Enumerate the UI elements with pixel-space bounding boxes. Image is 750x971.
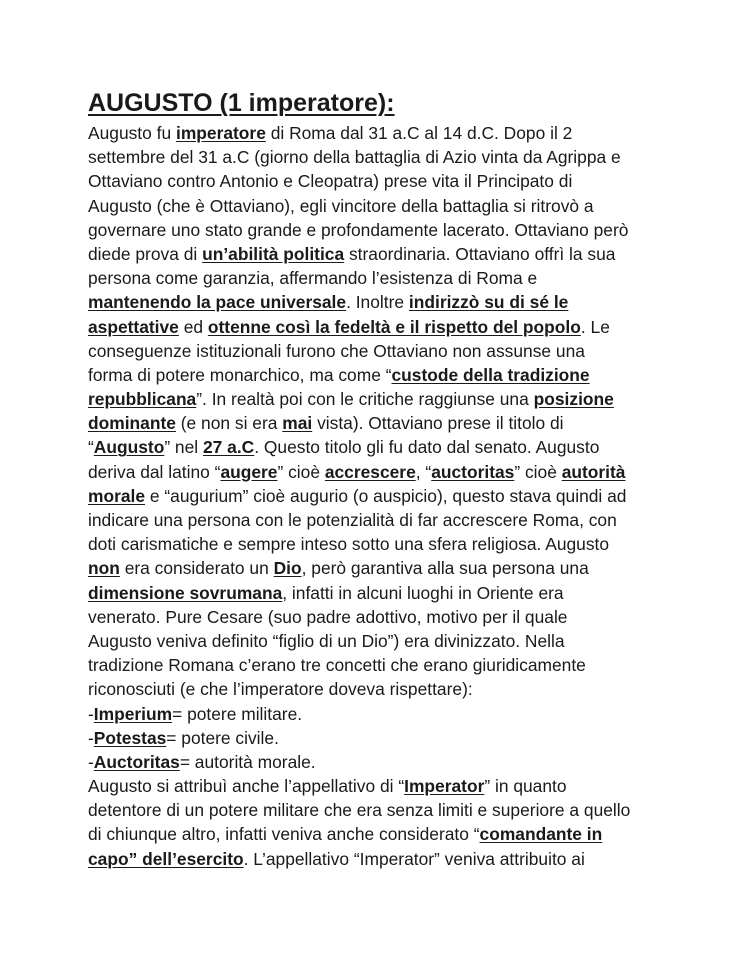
- text-run: Augusto (che è Ottaviano), egli vincitore della battaglia si ritrovò a: [88, 195, 594, 216]
- text-run: Augusto veniva definito “figlio di un Dio”) era divinizzato. Nella: [88, 630, 565, 651]
- text-run: -: [88, 703, 94, 724]
- text-run: forma di potere monarchico, ma come “: [88, 364, 392, 385]
- keyword-highlight: indirizzò su di sé le: [408, 292, 569, 313]
- text-line: [88, 798, 698, 822]
- keyword-highlight: dimensione sovrumana: [88, 582, 283, 603]
- text-run: ” cioè: [277, 461, 325, 482]
- text-line: [88, 339, 698, 363]
- text-line: [88, 774, 698, 798]
- text-line: [88, 145, 698, 169]
- text-run: “: [88, 437, 94, 458]
- text-run: conseguenze istituzionali furono che Ottaviano non assunse una: [88, 340, 585, 361]
- text-run: -: [88, 727, 94, 748]
- text-run: settembre del 31 a.C (giorno della battaglia di Azio vinta da Agrippa e: [88, 147, 621, 168]
- text-run: era considerato un: [119, 558, 274, 579]
- text-run: Augusto si attribuì anche l’appellativo di “: [88, 776, 405, 797]
- text-line: [88, 653, 698, 677]
- text-run: -: [88, 751, 94, 772]
- keyword-highlight: Auctoritas: [93, 751, 180, 772]
- keyword-highlight: Imperator: [404, 776, 485, 797]
- keyword-highlight: augere: [220, 461, 278, 482]
- text-line: [88, 677, 698, 701]
- keyword-highlight: imperatore: [175, 123, 266, 143]
- text-line: [88, 435, 698, 459]
- text-line: [88, 363, 698, 387]
- text-run: di Roma dal 31 a.C al 14 d.C. Dopo il 2: [265, 123, 573, 143]
- text-line: [88, 266, 698, 290]
- text-line: [88, 290, 698, 314]
- keyword-highlight: morale: [88, 485, 146, 506]
- keyword-highlight: 27 a.C: [202, 437, 255, 458]
- text-line: [88, 121, 698, 145]
- keyword-highlight: dominante: [88, 413, 176, 434]
- keyword-highlight: posizione: [533, 389, 614, 410]
- text-run: tradizione Romana c’erano tre concetti che erano giuridicamente: [88, 655, 586, 676]
- text-run: . Questo titolo gli fu dato dal senato. Augusto: [254, 437, 600, 458]
- text-run: = autorità morale.: [179, 751, 316, 772]
- text-run: ”. In realtà poi con le critiche raggiunse una: [196, 389, 534, 410]
- text-run: ed: [178, 316, 208, 337]
- text-run: diede prova di: [88, 243, 203, 264]
- text-run: deriva dal latino “: [88, 461, 221, 482]
- text-run: (e non si era: [175, 413, 283, 434]
- text-run: e “augurium” cioè augurio (o auspicio), questo stava quindi ad: [145, 485, 627, 506]
- keyword-highlight: accrescere: [324, 461, 416, 482]
- text-run: detentore di un potere militare che era senza limiti e superiore a quello: [88, 800, 631, 821]
- keyword-highlight: autorità: [561, 461, 626, 482]
- keyword-highlight: mai: [282, 413, 313, 434]
- text-run: . L’appellativo “Imperator” veniva attribuito ai: [243, 848, 585, 869]
- text-run: ” cioè: [514, 461, 562, 482]
- text-line: [88, 387, 698, 411]
- text-run: , però garantiva alla sua persona una: [301, 558, 589, 579]
- text-run: venerato. Pure Cesare (suo padre adottivo, motivo per il quale: [88, 606, 568, 627]
- keyword-highlight: aspettative: [88, 316, 179, 337]
- keyword-highlight: Dio: [273, 558, 302, 579]
- text-line: [88, 169, 698, 193]
- text-run: indicare una persona con le potenzialità di far accrescere Roma, con: [88, 510, 617, 530]
- text-run: riconosciuti (e che l’imperatore doveva rispettare):: [88, 679, 473, 700]
- text-line: [88, 194, 698, 218]
- keyword-highlight: ottenne così la fedeltà e il rispetto del popolo: [207, 316, 581, 337]
- keyword-highlight: Potestas: [93, 727, 167, 748]
- text-line: [88, 242, 698, 266]
- text-line: [88, 847, 698, 871]
- text-run: Ottaviano contro Antonio e Cleopatra) prese vita il Principato di: [88, 171, 573, 192]
- keyword-highlight: un’abilità politica: [202, 243, 345, 264]
- keyword-highlight: custode della tradizione: [391, 364, 590, 385]
- text-line: [88, 750, 698, 774]
- text-line: [88, 726, 698, 750]
- text-run: . Le: [580, 316, 610, 337]
- text-line: [88, 702, 698, 726]
- text-run: straordinaria. Ottaviano offrì la sua: [344, 243, 616, 264]
- text-run: vista). Ottaviano prese il titolo di: [312, 413, 564, 434]
- keyword-highlight: non: [88, 558, 120, 579]
- keyword-highlight: Imperium: [93, 703, 173, 724]
- keyword-highlight: Augusto: [93, 437, 165, 458]
- text-run: ” nel: [164, 437, 203, 458]
- text-run: ” in quanto: [484, 776, 567, 797]
- text-line: [88, 581, 698, 605]
- text-line: [88, 411, 698, 435]
- page-title: AUGUSTO (1 imperatore):: [88, 89, 395, 117]
- text-run: = potere militare.: [172, 703, 303, 724]
- text-run: di chiunque altro, infatti veniva anche considerato “: [88, 824, 480, 845]
- text-line: [88, 629, 698, 653]
- text-line: [88, 315, 698, 339]
- keyword-highlight: mantenendo la pace universale: [88, 292, 347, 313]
- text-line: [88, 218, 698, 242]
- text-line: [88, 605, 698, 629]
- text-line: [88, 532, 698, 556]
- text-run: Augusto fu: [88, 123, 176, 143]
- text-line: [88, 460, 698, 484]
- keyword-highlight: capo” dell’esercito: [88, 848, 244, 869]
- text-run: governare uno stato grande e profondamente lacerato. Ottaviano però: [88, 219, 629, 240]
- text-line: [88, 822, 698, 846]
- text-run: , infatti in alcuni luoghi in Oriente era: [282, 582, 564, 603]
- keyword-highlight: repubblicana: [88, 389, 197, 410]
- text-line: [88, 556, 698, 580]
- text-line: [88, 484, 698, 508]
- text-run: . Inoltre: [346, 292, 409, 313]
- text-run: , “: [415, 461, 432, 482]
- text-run: = potere civile.: [166, 727, 279, 748]
- text-line: [88, 508, 698, 532]
- keyword-highlight: auctoritas: [431, 461, 515, 482]
- keyword-highlight: comandante in: [479, 824, 603, 845]
- text-run: persona come garanzia, affermando l’esistenza di Roma e: [88, 268, 538, 289]
- body-text: [88, 121, 698, 871]
- text-run: doti carismatiche e sempre inteso sotto una sfera religiosa. Augusto: [88, 534, 610, 555]
